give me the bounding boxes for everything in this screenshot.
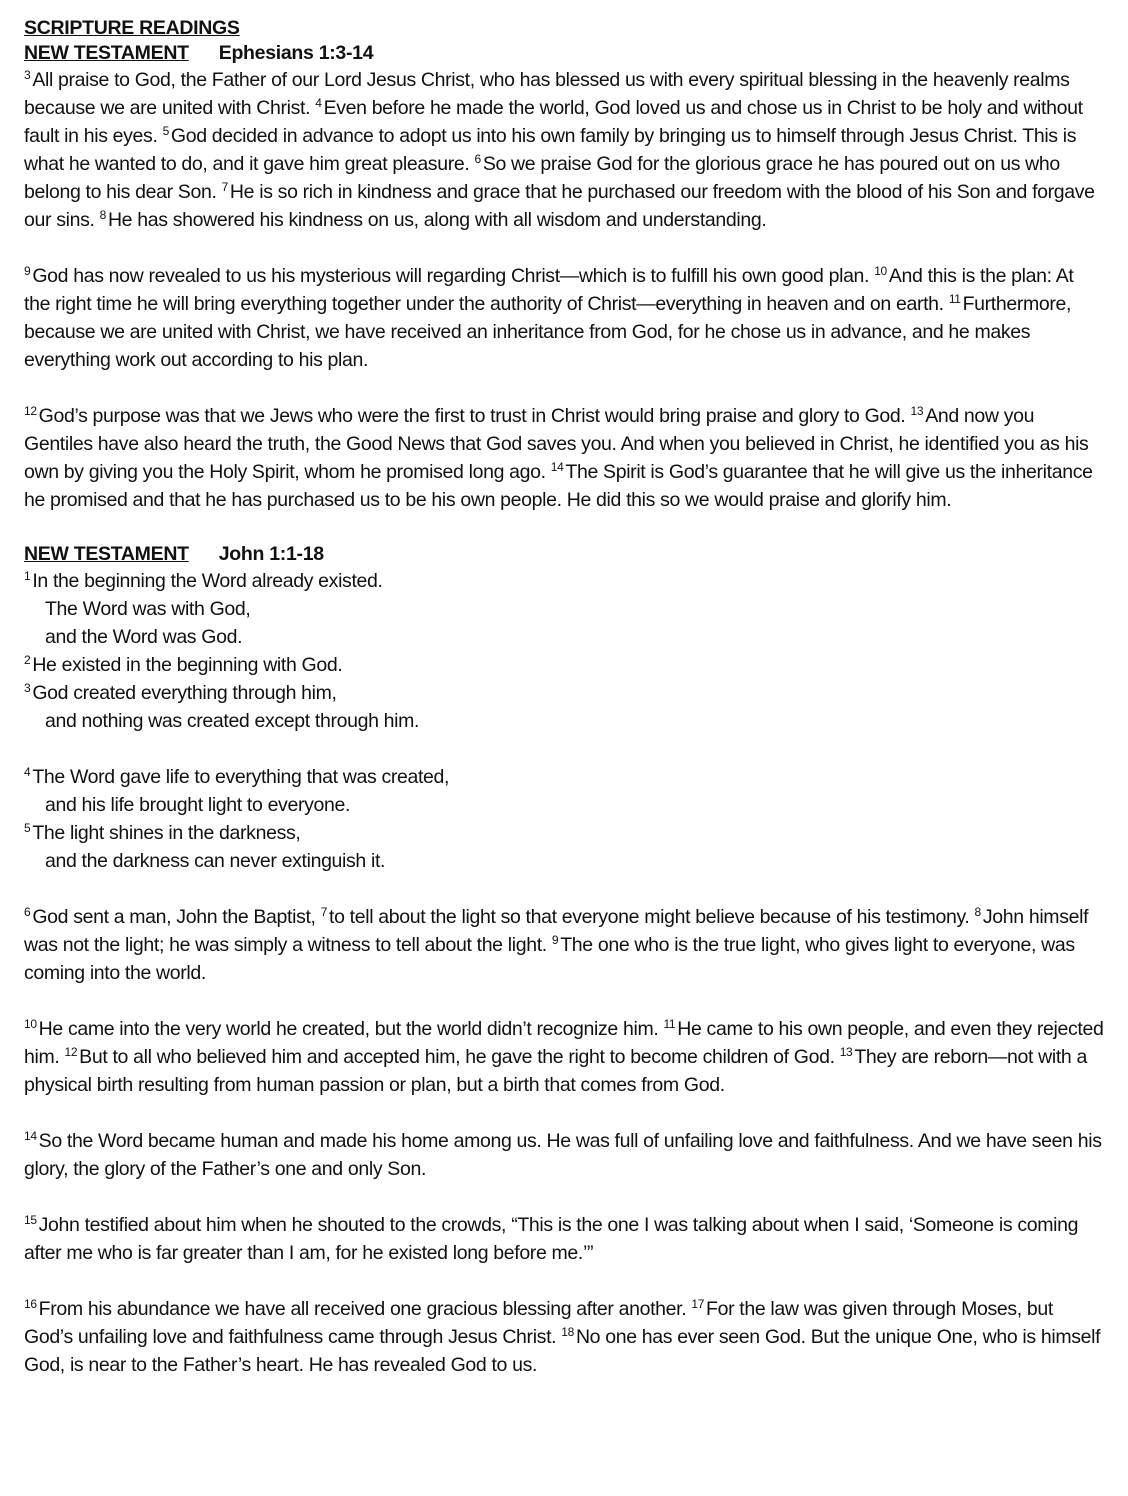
verse-text: God created everything through him, [32, 682, 337, 704]
verse-number: 14 [24, 1129, 37, 1143]
verse-number: 1 [24, 569, 31, 583]
verse-number: 5 [162, 124, 169, 138]
verse-number: 8 [99, 208, 106, 222]
verse-text: So we praise God for the glorious grace he has poured out on us who belong to his dear Son. [24, 153, 1060, 203]
verse-text: He has showered his kindness on us, along with all wisdom and understanding. [107, 209, 767, 231]
reading-label: NEW TESTAMENT [24, 543, 189, 565]
verse-text: In the beginning the Word already existed. [32, 570, 383, 592]
poem-line [24, 847, 1104, 875]
reading-heading-john [24, 542, 1104, 567]
verse-number: 10 [874, 264, 887, 278]
verse-number: 4 [315, 96, 322, 110]
reading-reference: Ephesians 1:3-14 [218, 42, 374, 64]
paragraph [24, 262, 1104, 374]
verse-text: He came into the very world he created, but the world didn’t recognize him. [38, 1018, 664, 1040]
verse-number: 11 [663, 1017, 676, 1031]
ephesians-text [24, 66, 1104, 514]
verse-number: 6 [474, 152, 481, 166]
verse-number: 15 [24, 1213, 37, 1227]
verse-number: 9 [24, 264, 31, 278]
verse-text: All praise to God, the Father of our Lord Jesus Christ, who has blessed us with every spiritual blessing in the heavenly realms because we are united with Christ. [24, 69, 1070, 119]
verse-text: and the Word was God. [45, 626, 243, 648]
poem-line [24, 707, 1104, 735]
paragraph [24, 1211, 1104, 1267]
poem-line [24, 623, 1104, 651]
poem-line [24, 819, 1104, 847]
verse-text: John testified about him when he shouted to the crowds, “This is the one I was talking about when I said, ‘Someone is coming after me who is far greater than I am, for he existed long before me.’” [24, 1214, 1079, 1264]
paragraph [24, 402, 1104, 514]
verse-text: and the darkness can never extinguish it. [45, 850, 386, 872]
poem-line [24, 651, 1104, 679]
verse-text: Even before he made the world, God loved us and chose us in Christ to be holy and without fault in his eyes. [24, 97, 1083, 147]
verse-text: The one who is the true light, who gives light to everyone, was coming into the world. [24, 934, 1075, 984]
verse-number: 13 [910, 404, 924, 418]
reading-reference: John 1:1-18 [218, 543, 324, 565]
verse-number: 17 [691, 1297, 705, 1311]
john-poem-text [24, 567, 1104, 875]
verse-text: For the law was given through Moses, but God’s unfailing love and faithfulness came through Jesus Christ. [24, 1298, 1053, 1348]
verse-text: But to all who believed him and accepted him, he gave the right to become children of God. [79, 1046, 840, 1068]
verse-text: He existed in the beginning with God. [32, 654, 343, 676]
reading-label: NEW TESTAMENT [24, 42, 189, 64]
verse-number: 13 [839, 1045, 853, 1059]
document-title: SCRIPTURE READINGS [24, 17, 240, 39]
verse-text: The light shines in the darkness, [32, 822, 301, 844]
verse-text: God decided in advance to adopt us into his own family by bringing us to himself through Jesus Christ. This is what he wanted to do, and it gave him great pleasure. [24, 125, 1077, 175]
poem-line [24, 791, 1104, 819]
paragraph [24, 1015, 1104, 1099]
paragraph [24, 903, 1104, 987]
verse-number: 3 [24, 681, 31, 695]
poem-line [24, 567, 1104, 595]
verse-text: From his abundance we have all received one gracious blessing after another. [38, 1298, 692, 1320]
verse-number: 5 [24, 821, 31, 835]
verse-number: 14 [550, 460, 564, 474]
verse-text: to tell about the light so that everyone might believe because of his testimony. [329, 906, 975, 928]
verse-text: And now you Gentiles have also heard the truth, the Good News that God saves you. And when you believed in Christ, he identified you as his own by giving you the Holy Spirit, whom he promised long ago. [24, 405, 1089, 483]
verse-text: God sent a man, John the Baptist, [32, 906, 321, 928]
verse-text: John himself was not the light; he was simply a witness to tell about the light. [24, 906, 1089, 956]
verse-number: 18 [561, 1325, 574, 1339]
verse-text: So the Word became human and made his home among us. He was full of unfailing love and faithfulness. And we have seen his glory, the glory of the Father’s one and only Son. [24, 1130, 1102, 1180]
verse-text: Furthermore, because we are united with Christ, we have received an inheritance from God, for he chose us in advance, and he makes everything work out according to his plan. [24, 293, 1072, 371]
verse-text: and nothing was created except through him. [45, 710, 420, 732]
verse-text: The Word was with God, [45, 598, 251, 620]
verse-number: 8 [974, 905, 981, 919]
verse-number: 7 [221, 180, 228, 194]
verse-number: 6 [24, 905, 31, 919]
verse-number: 3 [24, 68, 31, 82]
reading-heading-ephesians [24, 41, 1104, 66]
verse-number: 12 [64, 1045, 78, 1059]
verse-text: The Word gave life to everything that was created, [32, 766, 450, 788]
verse-text: and his life brought light to everyone. [45, 794, 351, 816]
poem-line [24, 679, 1104, 707]
paragraph [24, 66, 1104, 234]
verse-number: 10 [24, 1017, 37, 1031]
verse-text: He came to his own people, and even they rejected him. [24, 1018, 1104, 1068]
verse-number: 9 [551, 933, 559, 947]
paragraph [24, 1127, 1104, 1183]
verse-text: God has now revealed to us his mysterious will regarding Christ—which is to fulfill his own good plan. [32, 265, 875, 287]
verse-text: He is so rich in kindness and grace that he purchased our freedom with the blood of his Son and forgave our sins. [24, 181, 1095, 231]
poem-line [24, 763, 1104, 791]
verse-text: God’s purpose was that we Jews who were the first to trust in Christ would bring praise and glory to God. [38, 405, 911, 427]
verse-number: 4 [24, 765, 31, 779]
paragraph [24, 1295, 1104, 1379]
verse-text: They are reborn—not with a physical birth resulting from human passion or plan, but a birth that comes from God. [24, 1046, 1087, 1096]
verse-text: And this is the plan: At the right time he will bring everything together under the authority of Christ—everything in heaven and on earth. [24, 265, 1074, 315]
verse-number: 11 [948, 292, 961, 306]
verse-number: 2 [24, 653, 31, 667]
john-prose-text [24, 903, 1104, 1379]
verse-text: No one has ever seen God. But the unique One, who is himself God, is near to the Father’s heart. He has revealed God to us. [24, 1326, 1101, 1376]
verse-number: 12 [24, 404, 37, 418]
verse-text: The Spirit is God’s guarantee that he will give us the inheritance he promised and that he has purchased us to be his own people. He did this so we would praise and glorify him. [24, 461, 1093, 511]
verse-number: 7 [320, 905, 328, 919]
verse-number: 16 [24, 1297, 37, 1311]
poem-line [24, 595, 1104, 623]
